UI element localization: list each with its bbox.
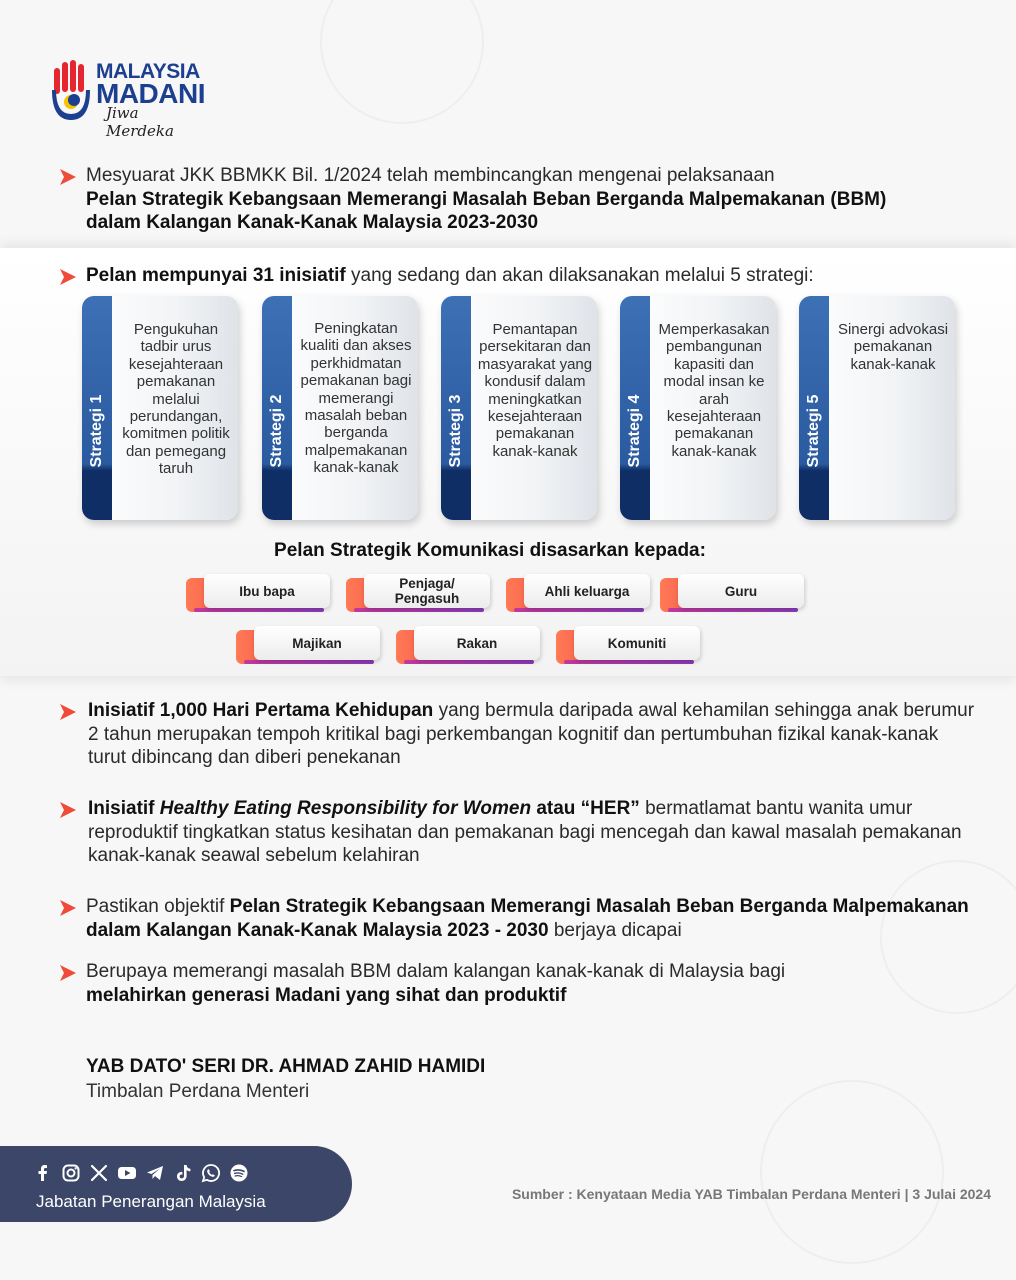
target-pill [506,574,646,612]
target-pill [556,626,696,664]
bullet3-rest: yang bermula daripada awal kehamilan sehingga anak berumur 2 tahun merupakan tempoh kritikal bagi perkembangan kognitif dan pertumbuhan fizikal kanak-kanak turut dibincang dan diberi penekanan [88,700,975,768]
bullet1-title: Pelan Strategik Kebangsaan Memerangi Masalah Beban Berganda Malpemakanan (BBM) dalam Kalangan Kanak-Kanak Malaysia 2023-2030 [86,188,887,233]
footer-org: Jabatan Penerangan Malaysia [36,1192,266,1211]
background-doodle [320,0,484,124]
brand-tagline: Jiwa Merdeka [106,104,174,140]
strategy-label: Strategi 4 [626,394,643,468]
arrow-bullet-icon [58,702,78,722]
strategy-desc: Sinergi advokasi pemakanan kanak-kanak [837,321,949,373]
target-label: Guru [724,583,758,599]
communication-title: Pelan Strategik Komunikasi disasarkan kepada: [274,540,706,561]
telegram-icon[interactable] [144,1162,166,1184]
bullet6-pre: Berupaya memerangi masalah BBM dalam kalangan kanak-kanak di Malaysia bagi [86,961,786,982]
strategy-desc: Pemantapan persekitaran dan masyarakat yang kondusif dalam meningkatkan kesejahteraan pemakanan kanak-kanak [477,321,593,460]
source-credit: Sumber : Kenyataan Media YAB Timbalan Perdana Menteri | 3 Julai 2024 [511,1186,991,1202]
background-doodle [760,1080,944,1264]
madani-hand-icon [50,60,92,122]
bullet1-intro: Mesyuarat JKK BBMKK Bil. 1/2024 telah membincangkan mengenai pelaksanaan [86,165,775,186]
target-pill [660,574,800,612]
arrow-bullet-icon [58,898,78,918]
strategy-card-3 [441,296,597,520]
spotify-icon[interactable] [228,1162,250,1184]
target-pill [346,574,486,612]
bullet5-pre: Pastikan objektif [86,896,230,917]
bullet2-bold: Pelan mempunyai 31 inisiatif [86,265,346,286]
strategy-card-4 [620,296,776,520]
strategy-desc: Pengukuhan tadbir urus kesejahteraan pemakanan melalui perundangan, komitmen politik dan pemegang taruh [122,321,230,478]
strategy-label: Strategi 5 [805,394,822,468]
strategy-card-2 [262,296,418,520]
tiktok-icon[interactable] [172,1162,194,1184]
strategy-label: Strategi 1 [88,394,105,468]
bullet5-rest: berjaya dicapai [548,919,682,941]
target-label: Komuniti [607,635,667,651]
bullet4-italic: Healthy Eating Responsibility for Women [159,798,532,819]
social-icons [32,1162,250,1184]
bullet-objective [58,895,978,942]
target-label: Ibu bapa [239,583,295,599]
bullet2-rest: yang sedang dan akan dilaksanakan melalui 5 strategi: [345,265,814,286]
youtube-icon[interactable] [116,1162,138,1184]
brand-line1: MALAYSIA [96,60,200,83]
whatsapp-icon[interactable] [200,1162,222,1184]
strategy-card-1 [82,296,238,520]
malaysia-madani-logo [50,56,210,140]
strategy-label: Strategi 3 [447,394,464,468]
target-pill [236,626,376,664]
bullet3-bold: Inisiatif 1,000 Hari Pertama Kehidupan [88,700,434,721]
strategy-desc: Peningkatan kualiti dan akses perkhidmatan pemakanan bagi memerangi masalah beban berganda malpemakanan kanak-kanak [300,320,412,477]
bullet-initiatives [58,264,978,288]
brand-line2: MADANI [96,78,205,109]
target-label: Ahli keluarga [544,583,630,599]
strategy-label: Strategi 2 [268,394,285,468]
signature [86,1056,485,1103]
bullet4-bold-a: Inisiatif [88,798,160,819]
target-label: Penjaga/ Pengasuh [394,576,460,606]
bullet-1000-days [58,699,978,770]
target-pill [396,626,536,664]
target-label: Majikan [292,635,342,651]
bullet6-bold: melahirkan generasi Madani yang sihat dan produktif [86,984,567,1006]
strategy-card-5 [799,296,955,520]
arrow-bullet-icon [58,167,78,187]
bullet-madani-generation [58,960,978,1007]
signatory-name: YAB DATO' SERI DR. AHMAD ZAHID HAMIDI [86,1056,486,1077]
bullet4-bold-b: atau “HER” [531,798,640,819]
bullet-meeting [58,164,978,235]
target-label: Rakan [456,635,498,651]
instagram-icon[interactable] [60,1162,82,1184]
arrow-bullet-icon [58,800,78,820]
strategy-desc: Memperkasakan pembangunan kapasiti dan modal insan ke arah kesejahteraan pemakanan kanak-kanak [658,321,770,460]
footer-banner [0,1146,352,1222]
bullet-her [58,797,978,868]
x-icon[interactable] [88,1162,110,1184]
target-pill [186,574,326,612]
signatory-title: Timbalan Perdana Menteri [86,1081,310,1102]
bullet4-rest: bermatlamat bantu wanita umur reproduktif tingkatkan status kesihatan dan pemakanan bagi mencegah dan kawal masalah pemakanan kanak-kanak seawal sebelum kelahiran [88,798,962,866]
arrow-bullet-icon [58,963,78,983]
bullet5-bold: Pelan Strategik Kebangsaan Memerangi Masalah Beban Berganda Malpemakanan dalam Kalangan Kanak-Kanak Malaysia 2023 - 2030 [86,896,969,941]
facebook-icon[interactable] [32,1162,54,1184]
arrow-bullet-icon [58,267,78,287]
